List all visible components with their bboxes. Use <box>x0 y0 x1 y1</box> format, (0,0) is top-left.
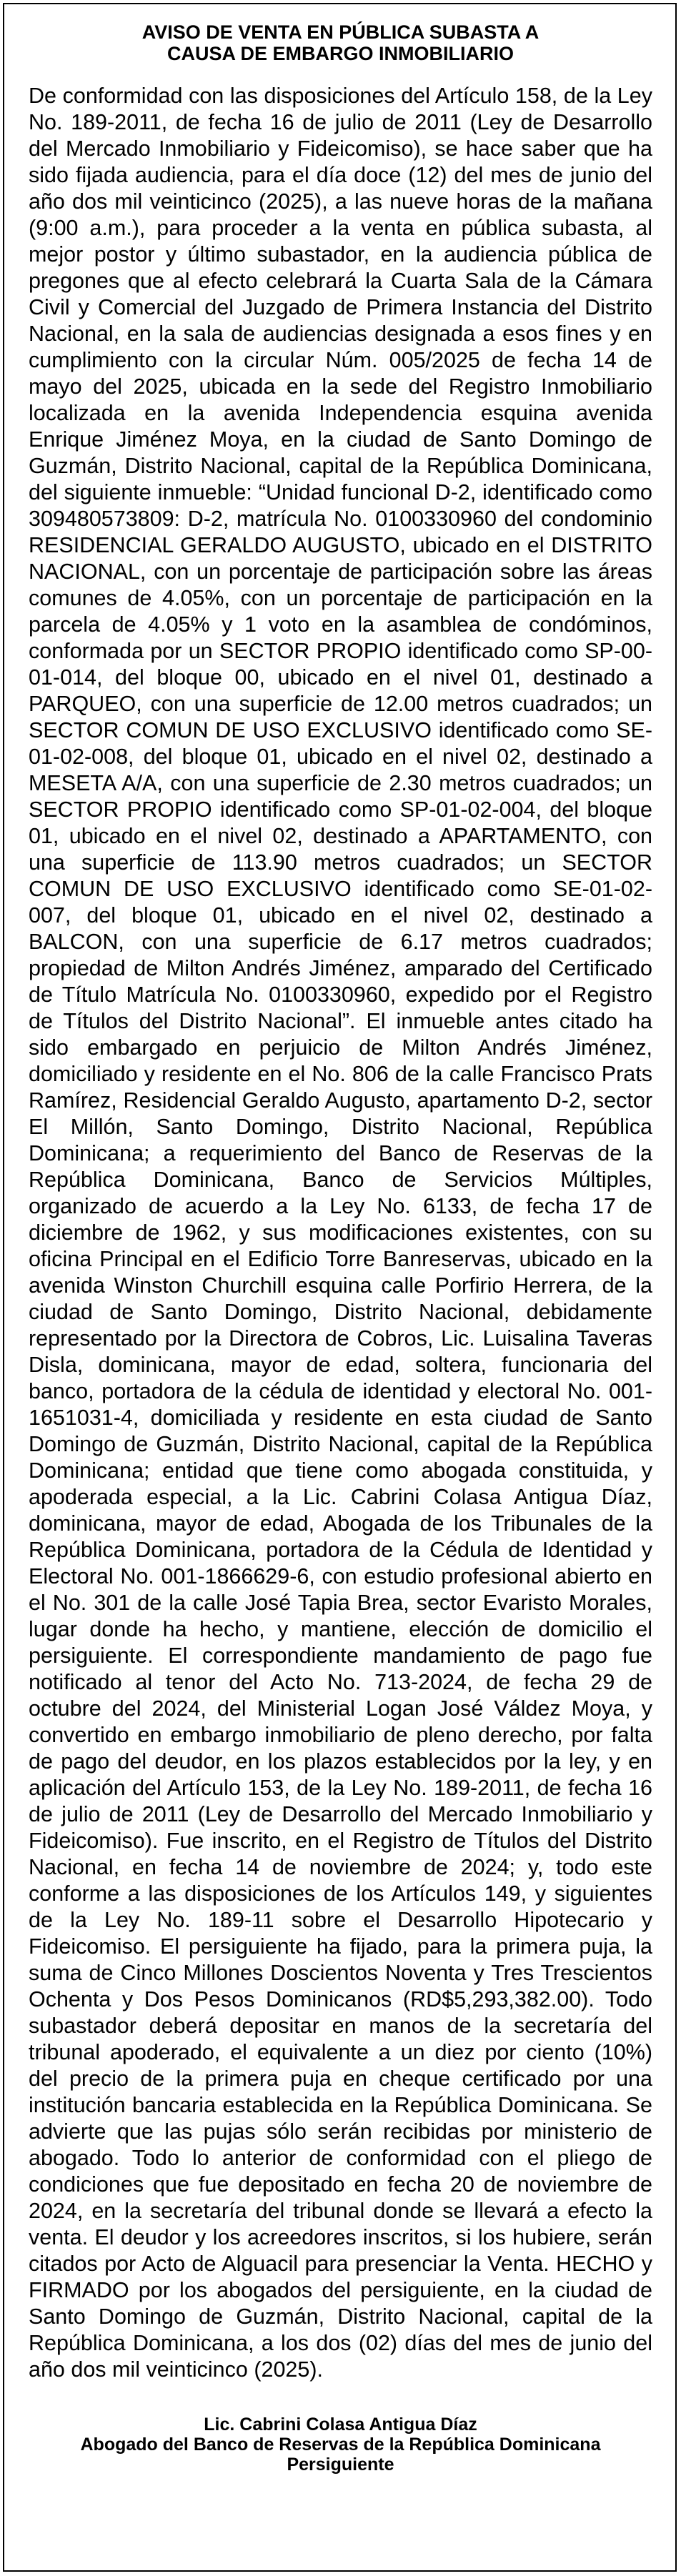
signature-block <box>29 2415 652 2475</box>
notice-body: De conformidad con las disposiciones del Artículo 158, de la Ley No. 189-2011, de fecha 16 de julio de 2011 (Ley de Desarrollo del Mercado Inmobiliario y Fideicomiso), se hace saber que ha sido fijada audiencia, para el día doce (12) del mes de junio del año dos mil veinticinco (2025), a las nueve horas de la mañana (9:00 a.m.), para proceder a la venta en pública subasta, al mejor postor y último subastador, en la audiencia pública de pregones que al efecto celebrará la Cuarta Sala de la Cámara Civil y Comercial del Juzgado de Primera Instancia del Distrito Nacional, en la sala de audiencias designada a esos fines y en cumplimiento con la circular Núm. 005/2025 de fecha 14 de mayo del 2025, ubicada en la sede del Registro Inmobiliario localizada en la avenida Independencia esquina avenida Enrique Jiménez Moya, en la ciudad de Santo Domingo de Guzmán, Distrito Nacional, capital de la República Dominicana, del siguiente inmueble: “Unidad funcional D-2, identificado como 309480573809: D-2, matrícula No. 0100330960 del condominio RESIDENCIAL GERALDO AUGUSTO, ubicado en el DISTRITO NACIONAL, con un porcentaje de participación sobre las áreas comunes de 4.05%, con un porcentaje de participación en la parcela de 4.05% y 1 voto en la asamblea de condóminos, conformada por un SECTOR PROPIO identificado como SP-00-01-014, del bloque 00, ubicado en el nivel 01, destinado a PARQUEO, con una superficie de 12.00 metros cuadrados; un SECTOR COMUN DE USO EXCLUSIVO identificado como SE-01-02-008, del bloque 01, ubicado en el nivel 02, destinado a MESETA A/A, con una superficie de 2.30 metros cuadrados; un SECTOR PROPIO identificado como SP-01-02-004, del bloque 01, ubicado en el nivel 02, destinado a APARTAMENTO, con una superficie de 113.90 metros cuadrados; un SECTOR COMUN DE USO EXCLUSIVO identificado como SE-01-02-007, del bloque 01, ubicado en el nivel 02, destinado a BALCON, con una superficie de 6.17 metros cuadrados; propiedad de Milton Andrés Jiménez, amparado del Certificado de Título Matrícula No. 0100330960, expedido por el Registro de Títulos del Distrito Nacional”. El inmueble antes citado ha sido embargado en perjuicio de Milton Andrés Jiménez, domiciliado y residente en el No. 806 de la calle Francisco Prats Ramírez, Residencial Geraldo Augusto, apartamento D-2, sector El Millón, Santo Domingo, Distrito Nacional, República Dominicana; a requerimiento del Banco de Reservas de la República Dominicana, Banco de Servicios Múltiples, organizado de acuerdo a la Ley No. 6133, de fecha 17 de diciembre de 1962, y sus modificaciones existentes, con su oficina Principal en el Edificio Torre Banreservas, ubicado en la avenida Winston Churchill esquina calle Porfirio Herrera, de la ciudad de Santo Domingo, Distrito Nacional, debidamente representado por la Directora de Cobros, Lic. Luisalina Taveras Disla, dominicana, mayor de edad, soltera, funcionaria del banco, portadora de la cédula de identidad y electoral No. 001-1651031-4, domiciliada y residente en esta ciudad de Santo Domingo de Guzmán, Distrito Nacional, capital de la República Dominicana; entidad que tiene como abogada constituida, y apoderada especial, a la Lic. Cabrini Colasa Antigua Díaz, dominicana, mayor de edad, Abogada de los Tribunales de la República Dominicana, portadora de la Cédula de Identidad y Electoral No. 001-1866629-6, con estudio profesional abierto en el No. 301 de la calle José Tapia Brea, sector Evaristo Morales, lugar donde ha hecho, y mantiene, elección de domicilio el persiguiente. El correspondiente mandamiento de pago fue notificado al tenor del Acto No. 713-2024, de fecha 29 de octubre del 2024, del Ministerial Logan José Váldez Moya, y convertido en embargo inmobiliario de pleno derecho, por falta de pago del deudor, en los plazos establecidos por la ley, y en aplicación del Artículo 153, de la Ley No. 189-2011, de fecha 16 de julio de 2011 (Ley de Desarrollo del Mercado Inmobiliario y Fideicomiso). Fue inscrito, en el Registro de Títulos del Distrito Nacional, en fecha 14 de noviembre de 2024; y, todo este conforme a las disposiciones de los Artículos 149, y siguientes de la Ley No. 189-11 sobre el Desarrollo Hipotecario y Fideicomiso. El persiguiente ha fijado, para la primera puja, la suma de Cinco Millones Doscientos Noventa y Tres Trescientos Ochenta y Dos Pesos Dominicanos (RD$5,293,382.00). Todo subastador deberá depositar en manos de la secretaría del tribunal apoderado, el equivalente a un diez por ciento (10%) del precio de la primera puja en cheque certificado por una institución bancaria establecida en la República Dominicana. Se advierte que las pujas sólo serán recibidas por ministerio de abogado. Todo lo anterior de conformidad con el pliego de condiciones que fue depositado en fecha 20 de noviembre de 2024, en la secretaría del tribunal donde se llevará a efecto la venta. El deudor y los acreedores inscritos, si los hubiere, serán citados por Acto de Alguacil para presenciar la Venta. HECHO y FIRMADO por los abogados del persiguiente, en la ciudad de Santo Domingo de Guzmán, Distrito Nacional, capital de la República Dominicana, a los dos (02) días del mes de junio del año dos mil veinticinco (2025). <box>29 84 652 2382</box>
signature-role: Abogado del Banco de Reservas de la República Dominicana <box>80 2435 601 2455</box>
legal-notice <box>29 21 652 2475</box>
signature-party: Persiguiente <box>287 2455 394 2475</box>
notice-title: AVISO DE VENTA EN PÚBLICA SUBASTA A CAUSA DE EMBARGO INMOBILIARIO <box>141 21 540 64</box>
signature-name: Lic. Cabrini Colasa Antigua Díaz <box>204 2415 477 2435</box>
